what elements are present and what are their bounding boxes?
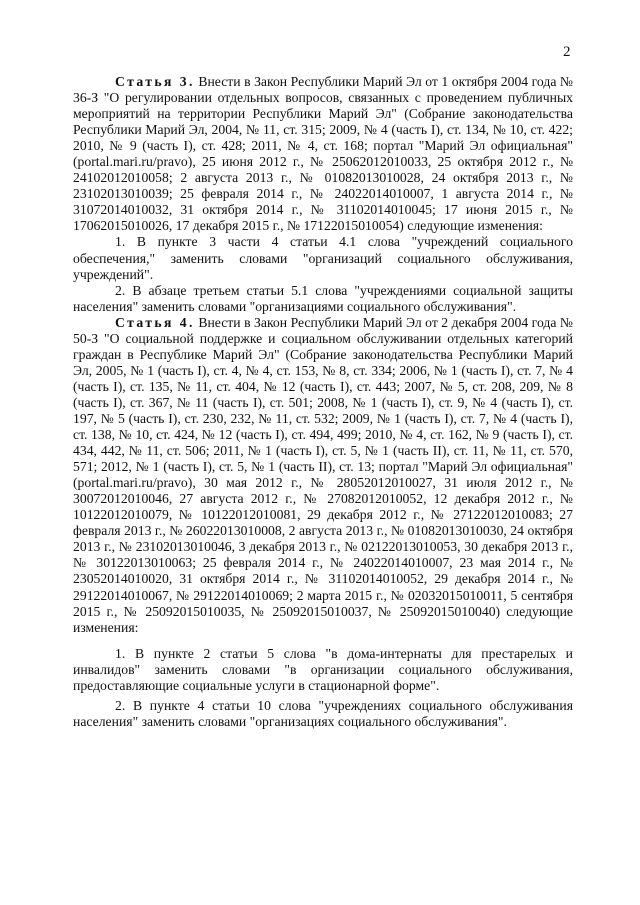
article-3-item-1: 1. В пункте 3 части 4 статьи 4.1 слова "учреждений социального обеспечения," заменить словами "организаций социального обслуживания, учреждений".: [73, 234, 573, 282]
article-3-item-2: 2. В абзаце третьем статьи 5.1 слова "учреждениями социальной защиты населения" заменить словами "организациями социального обслуживания".: [73, 282, 573, 314]
article-3-heading: Статья 3.: [115, 74, 195, 89]
article-4-text: Внести в Закон Республики Марий Эл от 2 декабря 2004 года № 50-З "О социальной поддержке и социальном обслуживании отдельных категорий граждан в Республике Марий Эл" (Собрание законодательства Республики Марий Эл, 2005, № 1 (часть I), ст. 4, № 4, ст. 153, № 8, ст. 334; 2006, № 1 (часть I), ст. 7, № 4 (часть I), ст. 135, № 11, ст. 404, № 12 (часть I), ст. 443; 2007, № 5, ст. 208, 209, № 8 (часть I), ст. 367, № 11 (часть I), ст. 501; 2008, № 1 (часть I), ст. 9, № 4 (часть I), ст. 197, № 5 (часть I), ст. 230, 232, № 11, ст. 532; 2009, № 1 (часть I), ст. 7, № 4 (часть I), ст. 138, № 10, ст. 424, № 12 (часть I), ст. 494, 499; 2010, № 4, ст. 162, № 9 (часть I), ст. 434, 442, № 11, ст. 506; 2011, № 1 (часть I), ст. 5, № 1 (часть II), ст. 11, № 11, ст. 570, 571; 2012, № 1 (часть I), ст. 5, № 1 (часть II), ст. 13; портал "Марий Эл официальная" (portal.mari.ru/pravo), 30 мая 2012 г., № 28052012010027, 31 июля 2012 г., № 30072012010046, 27 августа 2012 г., № 27082012010052, 12 декабря 2012 г., № 10122012010079, № 10122012010081, 29 декабря 2012 г., № 27122012010083; 27 февраля 2013 г., № 26022013010008, 2 августа 2013 г., № 01082013010030, 24 октября 2013 г., № 23102013010046, 3 декабря 2013 г., № 02122013010053, 30 декабря 2013 г., № 30122013010063; 25 февраля 2014 г., № 24022014010007, 23 мая 2014 г., № 23052014010020, 31 октября 2014 г., № 31102014010052, 29 декабря 2014 г., № 29122014010067, № 29122014010069; 2 марта 2015 г., № 02032015010011, 5 сентября 2015 г., № 25092015010035, № 25092015010037, № 25092015010040) следующие изменения:: [73, 314, 573, 635]
article-4-intro: [73, 315, 573, 636]
article-3-intro: [73, 74, 573, 234]
article-4-heading: Статья 4.: [115, 314, 195, 330]
article-4-item-2: 2. В пункте 4 статьи 10 слова "учреждениях социального обслуживания населения" заменить словами "организациях социального обслуживания".: [73, 697, 573, 729]
article-3-text: Внести в Закон Республики Марий Эл от 1 октября 2004 года № 36-З "О регулировании отдельных вопросов, связанных с проведением публичных мероприятий на территории Республики Марий Эл" (Собрание законодательства Республики Марий Эл, 2004, № 11, ст. 315; 2009, № 4 (часть I), ст. 134, № 10, ст. 422; 2010, № 9 (часть I), ст. 428; 2011, № 4, ст. 168; портал "Марий Эл официальная" (portal.mari.ru/pravo), 25 июня 2012 г., № 25062012010033, 25 октября 2012 г., № 24102012010058; 2 августа 2013 г., № 01082013010028, 24 октября 2013 г., № 23102013010039; 25 февраля 2014 г., № 24022014010007, 1 августа 2014 г., № 31072014010032, 31 октября 2014 г., № 31102014010045; 17 июня 2015 г., № 17062015010026, 17 декабря 2015 г., № 17122015010054) следующие изменения:: [73, 74, 573, 234]
article-4-item-1: 1. В пункте 2 статьи 5 слова "в дома-интернаты для престарелых и инвалидов" заменить словами "в организации социального обслуживания, предоставляющие социальные услуги в стационарной форме".: [73, 645, 573, 693]
page-number: 2: [563, 44, 571, 60]
document-body: [73, 74, 573, 730]
